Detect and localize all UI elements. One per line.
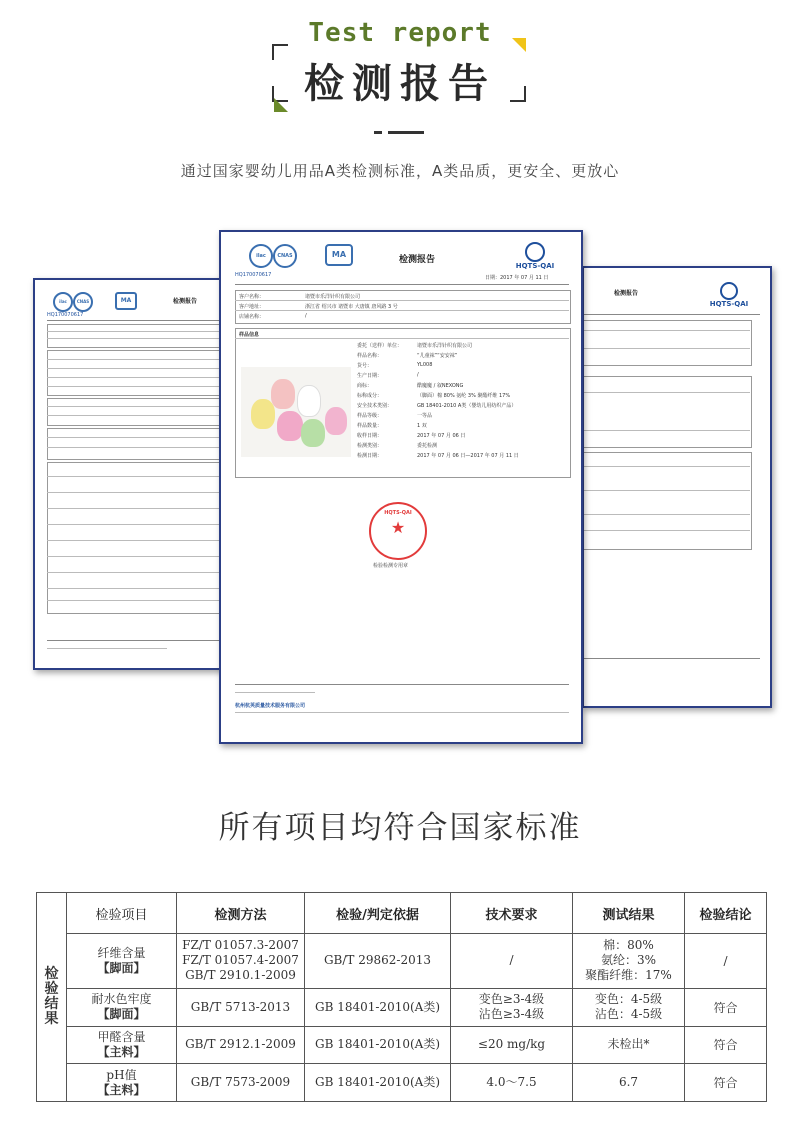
report-page-right (582, 266, 772, 708)
cell-basis: GB 18401-2010(A类) (305, 1026, 451, 1064)
cell-item: 耐水色牢度 【脚面】 (67, 988, 177, 1026)
cell-method: GB/T 5713-2013 (177, 988, 305, 1026)
seal-text: HQTS-QAI (384, 510, 412, 516)
header-basis: 检验/判定依据 (305, 893, 451, 934)
center-report-title: 检测报告 (399, 255, 436, 265)
results-table (36, 892, 767, 1102)
right-hqts-label: HQTS-QAI (709, 300, 749, 308)
seal-star-icon: ★ (390, 518, 406, 537)
sample-value-9: 1 双 (417, 423, 427, 429)
client-value-1: 诸暨市乐洋针织有限公司 (305, 294, 361, 300)
sample-label-11: 检测类别： (357, 443, 383, 449)
cell-conclusion: 符合 (685, 1026, 767, 1064)
cell-conclusion: 符合 (685, 988, 767, 1026)
sample-label-6: 标称成分： (357, 393, 383, 399)
left-report-title: 检测报告 (173, 298, 198, 305)
cell-basis: GB/T 29862-2013 (305, 934, 451, 989)
cell-result: 未检出* (573, 1026, 685, 1064)
header-requirement: 技术要求 (451, 893, 573, 934)
sample-label-7: 安全技术类别： (357, 403, 393, 409)
sample-value-10: 2017 年 07 月 06 日 (417, 433, 466, 439)
client-label-1: 客户名称： (239, 294, 265, 300)
client-value-2: 浙江省 绍兴市 诸暨市 大唐镇 唐风路 3 号 (305, 304, 398, 310)
cell-requirement: 变色≥3-4级 沾色≥3-4级 (451, 988, 573, 1026)
table-row (37, 1064, 767, 1102)
cell-method: GB/T 2912.1-2009 (177, 1026, 305, 1064)
seal-caption: 检验检测专用章 (373, 563, 409, 569)
cell-conclusion: / (685, 934, 767, 989)
sample-value-12: 2017 年 07 月 06 日—2017 年 07 月 11 日 (417, 453, 519, 459)
red-inspection-seal (369, 502, 427, 560)
sample-label-8: 样品等级： (357, 413, 383, 419)
sample-value-11: 委托检测 (417, 443, 438, 449)
cell-item: pH值 【主料】 (67, 1064, 177, 1102)
divider-dash-long (388, 131, 424, 134)
results-header-row (37, 893, 767, 934)
divider-dash-short (374, 131, 382, 134)
cnas-logo-icon: CNAS (273, 244, 297, 268)
cell-conclusion: 符合 (685, 1064, 767, 1102)
header-method: 检测方法 (177, 893, 305, 934)
sample-value-5: 酷魔魔 / 叙NEXONG (417, 383, 464, 389)
yellow-corner-decoration (512, 38, 526, 52)
cell-item: 纤维含量 【脚面】 (67, 934, 177, 989)
sample-label-2: 样品名称： (357, 353, 383, 359)
sample-label-5: 商标： (357, 383, 373, 389)
center-hqts-label: HQTS-QAI (515, 262, 555, 270)
client-label-3: 店铺名称： (239, 314, 265, 320)
sample-value-1: 诸暨市乐洋针织有限公司 (417, 343, 473, 349)
cell-item: 甲醛含量 【主料】 (67, 1026, 177, 1064)
sample-value-8: 一等品 (417, 413, 433, 419)
cell-result: 棉：80% 氨纶：3% 聚酯纤维：17% (573, 934, 685, 989)
client-label-2: 客户地址： (239, 304, 265, 310)
sample-label-3: 货号： (357, 363, 373, 369)
sample-label-9: 样品数量： (357, 423, 383, 429)
sample-value-4: / (417, 372, 419, 378)
sample-value-2: “儿童袜”“安安袜” (417, 353, 458, 359)
cell-requirement: / (451, 934, 573, 989)
compliance-statement: 所有项目均符合国家标准 (218, 810, 582, 846)
table-row (37, 988, 767, 1026)
ilac-logo-icon: ilac (249, 244, 273, 268)
cell-basis: GB 18401-2010(A类) (305, 1064, 451, 1102)
table-row (37, 934, 767, 989)
header-title-cn: 检测报告 (304, 61, 496, 107)
cell-result: 6.7 (573, 1064, 685, 1102)
sample-socks-photo (241, 367, 351, 457)
cma-logo-icon: MA (325, 244, 353, 266)
cell-result: 变色：4-5级 沾色：4-5级 (573, 988, 685, 1026)
header-subtitle: 通过国家婴幼儿用品A类检测标准，A类品质，更安全、更放心 (180, 162, 620, 180)
sample-value-6: （脚面）棉 80% 氨纶 3% 聚酯纤维 17% (417, 393, 511, 399)
right-report-title: 检测报告 (614, 290, 639, 297)
sample-value-7: GB 18401-2010 A类（婴幼儿用纺织产品） (417, 403, 517, 409)
cell-basis: GB 18401-2010(A类) (305, 988, 451, 1026)
client-value-3: / (305, 313, 307, 319)
cell-requirement: ≤20 mg/kg (451, 1026, 573, 1064)
center-report-no: HQ170070617 (235, 272, 272, 278)
center-footer-company: 杭州杭英质量技术服务有限公司 (235, 703, 306, 709)
center-hqts-logo (505, 242, 565, 270)
header-item: 检验项目 (67, 893, 177, 934)
cnas-logo-icon: CNAS (73, 292, 93, 312)
sample-value-3: YL008 (417, 362, 433, 368)
sample-label-12: 检测日期： (357, 453, 383, 459)
cma-logo-icon: MA (115, 292, 137, 310)
center-report-date: 日期：2017 年 07 月 11 日 (485, 275, 549, 281)
report-page-left (33, 278, 237, 670)
cell-method: FZ/T 01057.3-2007 FZ/T 01057.4-2007 GB/T 2910.1-2009 (177, 934, 305, 989)
table-row (37, 1026, 767, 1064)
cell-requirement: 4.0～7.5 (451, 1064, 573, 1102)
sample-label-10: 收样日期： (357, 433, 383, 439)
sample-heading: 样品信息 (239, 332, 260, 338)
sample-label-1: 委托（送样）单位： (357, 343, 403, 349)
cell-method: GB/T 7573-2009 (177, 1064, 305, 1102)
right-hqts-logo (704, 282, 754, 308)
header-conclusion: 检验结论 (685, 893, 767, 934)
sample-label-4: 生产日期： (357, 373, 383, 379)
header-result: 测试结果 (573, 893, 685, 934)
left-report-no: HQ170070617 (47, 312, 84, 318)
results-side-label: 检 验 结 果 (37, 893, 67, 1102)
report-page-center (219, 230, 583, 744)
header-title-en: Test report (308, 18, 492, 48)
ilac-logo-icon: ilac (53, 292, 73, 312)
